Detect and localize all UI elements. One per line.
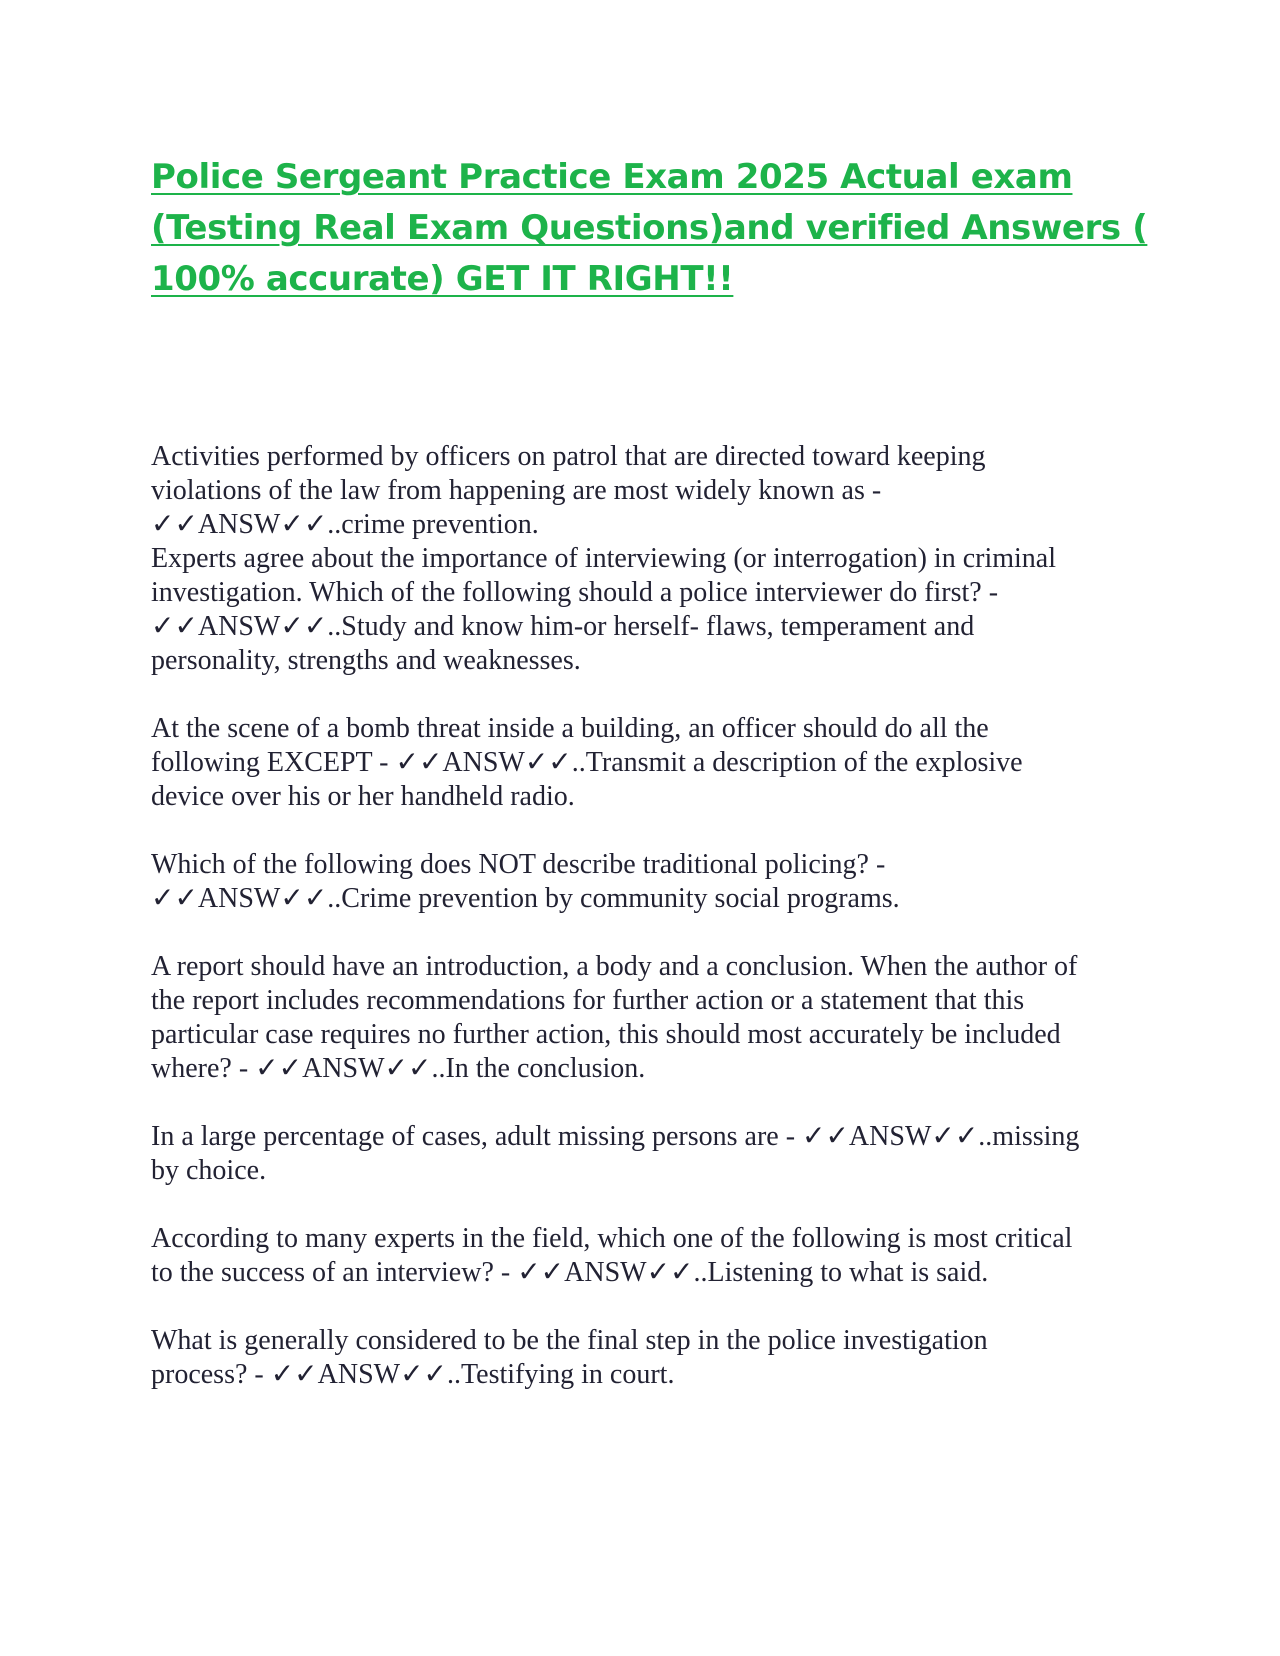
title-line: (Testing Real Exam Questions)and verified Answers ( [151, 208, 1148, 248]
qa-line: Which of the following does NOT describe traditional policing? - [151, 849, 886, 880]
qa-line: device over his or her handheld radio. [151, 781, 575, 812]
title-line: Police Sergeant Practice Exam 2025 Actual exam [151, 157, 1073, 197]
qa-item [151, 712, 1131, 814]
qa-line: ✓✓ANSW✓✓..Study and know him-or herself- flaws, temperament and [151, 611, 975, 642]
qa-item [151, 1120, 1131, 1188]
document-title [151, 152, 1148, 305]
qa-line: particular case requires no further action, this should most accurately be included [151, 1019, 1061, 1050]
qa-line: According to many experts in the field, which one of the following is most critical [151, 1223, 1073, 1254]
qa-line: Experts agree about the importance of interviewing (or interrogation) in criminal [151, 543, 1057, 574]
qa-item [151, 950, 1131, 1086]
qa-line: At the scene of a bomb threat inside a building, an officer should do all the [151, 713, 989, 744]
qa-line: process? - ✓✓ANSW✓✓..Testifying in court. [151, 1359, 675, 1390]
qa-line: ✓✓ANSW✓✓..Crime prevention by community social programs. [151, 883, 900, 914]
qa-line: ✓✓ANSW✓✓..crime prevention. [151, 509, 539, 540]
qa-line: In a large percentage of cases, adult missing persons are - ✓✓ANSW✓✓..missing [151, 1121, 1080, 1152]
qa-item [151, 1324, 1131, 1392]
qa-item [151, 440, 1131, 542]
title-line: 100% accurate) GET IT RIGHT!! [151, 259, 734, 299]
qa-item [151, 848, 1131, 916]
qa-line: the report includes recommendations for further action or a statement that this [151, 985, 1025, 1016]
qa-line: personality, strengths and weaknesses. [151, 645, 581, 676]
qa-line: A report should have an introduction, a body and a conclusion. When the author of [151, 951, 1078, 982]
qa-item [151, 1222, 1131, 1290]
qa-line: to the success of an interview? - ✓✓ANSW✓✓..Listening to what is said. [151, 1257, 989, 1288]
qa-item [151, 542, 1131, 678]
qa-line: Activities performed by officers on patrol that are directed toward keeping [151, 441, 986, 472]
qa-line: following EXCEPT - ✓✓ANSW✓✓..Transmit a description of the explosive [151, 747, 1023, 778]
qa-line: violations of the law from happening are most widely known as - [151, 475, 882, 506]
question-answer-list [151, 440, 1131, 1392]
qa-line: by choice. [151, 1155, 267, 1186]
qa-line: What is generally considered to be the final step in the police investigation [151, 1325, 988, 1356]
qa-line: where? - ✓✓ANSW✓✓..In the conclusion. [151, 1053, 646, 1084]
qa-line: investigation. Which of the following should a police interviewer do first? - [151, 577, 999, 608]
